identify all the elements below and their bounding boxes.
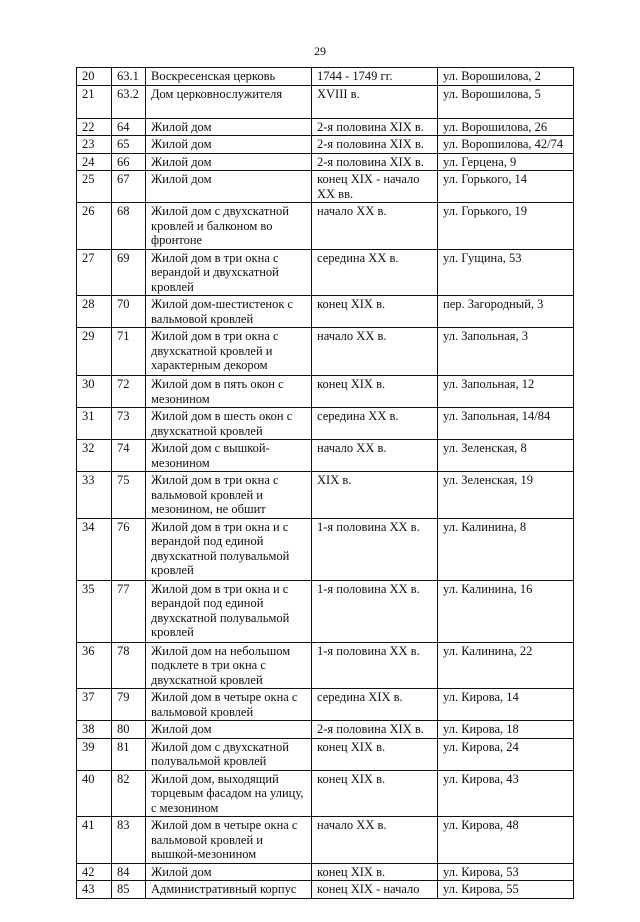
table-row (77, 376, 574, 408)
object-address: пер. Загородный, 3 (438, 296, 574, 328)
object-address: ул. Калинина, 8 (438, 518, 574, 580)
object-date: начало XX в. (312, 328, 438, 376)
object-date: конец XIX в. (312, 863, 438, 881)
object-name: Жилой дом в три окна и с верандой под единой двухскатной полувальмой кровлей (146, 518, 312, 580)
object-name: Жилой дом в пять окон с мезонином (146, 376, 312, 408)
row-number: 22 (77, 118, 112, 136)
row-number: 33 (77, 472, 112, 519)
table-body (77, 68, 574, 899)
object-name: Жилой дом (146, 153, 312, 171)
row-number: 37 (77, 689, 112, 721)
object-code: 84 (112, 863, 146, 881)
object-date: конец XIX в. (312, 770, 438, 817)
object-name: Жилой дом в три окна с двухскатной кровлей и характерным декором (146, 328, 312, 376)
object-address: ул. Горького, 14 (438, 171, 574, 203)
object-code: 70 (112, 296, 146, 328)
table-row (77, 881, 574, 899)
object-name: Жилой дом на небольшом подклете в три окна с двухскатной кровлей (146, 642, 312, 689)
object-date: середина XX в. (312, 408, 438, 440)
object-date: 2-я половина XIX в. (312, 118, 438, 136)
object-date: начало XX в. (312, 440, 438, 472)
object-code: 73 (112, 408, 146, 440)
row-number: 30 (77, 376, 112, 408)
table-row (77, 118, 574, 136)
object-code: 83 (112, 817, 146, 864)
object-address: ул. Зеленская, 19 (438, 472, 574, 519)
object-code: 67 (112, 171, 146, 203)
object-code: 81 (112, 738, 146, 770)
object-code: 80 (112, 721, 146, 739)
table-row (77, 328, 574, 376)
object-address: ул. Горького, 19 (438, 203, 574, 250)
object-date: XIX в. (312, 472, 438, 519)
row-number: 24 (77, 153, 112, 171)
table-row (77, 408, 574, 440)
object-address: ул. Герцена, 9 (438, 153, 574, 171)
row-number: 32 (77, 440, 112, 472)
object-date: конец XIX в. (312, 376, 438, 408)
table-row (77, 472, 574, 519)
object-date: конец XIX - начало XX вв. (312, 171, 438, 203)
object-date: конец XIX - начало (312, 881, 438, 899)
row-number: 43 (77, 881, 112, 899)
object-name: Жилой дом (146, 863, 312, 881)
object-code: 68 (112, 203, 146, 250)
object-code: 63.2 (112, 85, 146, 118)
row-number: 27 (77, 249, 112, 296)
object-name: Жилой дом с вышкой-мезонином (146, 440, 312, 472)
row-number: 20 (77, 68, 112, 86)
object-code: 78 (112, 642, 146, 689)
object-name: Жилой дом с двухскатной кровлей и балконом во фронтоне (146, 203, 312, 250)
object-code: 72 (112, 376, 146, 408)
object-address: ул. Кирова, 18 (438, 721, 574, 739)
object-date: конец XIX в. (312, 738, 438, 770)
row-number: 34 (77, 518, 112, 580)
object-address: ул. Ворошилова, 26 (438, 118, 574, 136)
table-row (77, 203, 574, 250)
row-number: 31 (77, 408, 112, 440)
object-code: 74 (112, 440, 146, 472)
object-name: Жилой дом (146, 118, 312, 136)
object-code: 79 (112, 689, 146, 721)
row-number: 41 (77, 817, 112, 864)
object-date: XVIII в. (312, 85, 438, 118)
row-number: 25 (77, 171, 112, 203)
table-row (77, 440, 574, 472)
row-number: 40 (77, 770, 112, 817)
object-address: ул. Калинина, 16 (438, 580, 574, 642)
object-address: ул. Ворошилова, 2 (438, 68, 574, 86)
object-name: Жилой дом, выходящий торцевым фасадом на улицу, с мезонином (146, 770, 312, 817)
object-address: ул. Кирова, 14 (438, 689, 574, 721)
object-date: середина XX в. (312, 249, 438, 296)
table-row (77, 85, 574, 118)
row-number: 29 (77, 328, 112, 376)
object-name: Дом церковнослужителя (146, 85, 312, 118)
object-name: Жилой дом-шестистенок с вальмовой кровлей (146, 296, 312, 328)
row-number: 38 (77, 721, 112, 739)
row-number: 21 (77, 85, 112, 118)
row-number: 26 (77, 203, 112, 250)
table-row (77, 642, 574, 689)
table-row (77, 689, 574, 721)
object-code: 77 (112, 580, 146, 642)
heritage-objects-table (76, 67, 574, 899)
object-code: 82 (112, 770, 146, 817)
object-address: ул. Гущина, 53 (438, 249, 574, 296)
object-date: 1-я половина XX в. (312, 518, 438, 580)
row-number: 36 (77, 642, 112, 689)
object-address: ул. Ворошилова, 5 (438, 85, 574, 118)
row-number: 39 (77, 738, 112, 770)
table-row (77, 721, 574, 739)
object-name: Жилой дом (146, 171, 312, 203)
object-name: Жилой дом (146, 721, 312, 739)
object-address: ул. Кирова, 53 (438, 863, 574, 881)
object-date: конец XIX в. (312, 296, 438, 328)
object-date: 2-я половина XIX в. (312, 136, 438, 154)
object-date: 1-я половина XX в. (312, 642, 438, 689)
object-date: 1744 - 1749 гг. (312, 68, 438, 86)
object-name: Административный корпус (146, 881, 312, 899)
table-row (77, 136, 574, 154)
object-code: 76 (112, 518, 146, 580)
object-address: ул. Кирова, 43 (438, 770, 574, 817)
object-name: Воскресенская церковь (146, 68, 312, 86)
table-row (77, 863, 574, 881)
object-code: 63.1 (112, 68, 146, 86)
object-date: 1-я половина XX в. (312, 580, 438, 642)
table-row (77, 518, 574, 580)
row-number: 42 (77, 863, 112, 881)
object-date: начало XX в. (312, 203, 438, 250)
object-code: 69 (112, 249, 146, 296)
page-number: 29 (314, 44, 326, 58)
table-row (77, 68, 574, 86)
table-row (77, 171, 574, 203)
object-name: Жилой дом в четыре окна с вальмовой кровлей (146, 689, 312, 721)
row-number: 23 (77, 136, 112, 154)
row-number: 28 (77, 296, 112, 328)
object-name: Жилой дом с двухскатной полувальмой кровлей (146, 738, 312, 770)
table-row (77, 580, 574, 642)
table-row (77, 296, 574, 328)
object-date: 2-я половина XIX в. (312, 153, 438, 171)
object-address: ул. Кирова, 24 (438, 738, 574, 770)
object-address: ул. Кирова, 48 (438, 817, 574, 864)
object-address: ул. Запольная, 3 (438, 328, 574, 376)
object-code: 66 (112, 153, 146, 171)
object-date: 2-я половина XIX в. (312, 721, 438, 739)
table-row (77, 817, 574, 864)
table-row (77, 153, 574, 171)
object-name: Жилой дом в три окна с вальмовой кровлей и мезонином, не обшит (146, 472, 312, 519)
object-name: Жилой дом (146, 136, 312, 154)
object-address: ул. Запольная, 12 (438, 376, 574, 408)
object-code: 75 (112, 472, 146, 519)
object-name: Жилой дом в шесть окон с двухскатной кровлей (146, 408, 312, 440)
object-address: ул. Кирова, 55 (438, 881, 574, 899)
object-code: 71 (112, 328, 146, 376)
table-row (77, 770, 574, 817)
row-number: 35 (77, 580, 112, 642)
object-code: 85 (112, 881, 146, 899)
object-address: ул. Запольная, 14/84 (438, 408, 574, 440)
object-address: ул. Калинина, 22 (438, 642, 574, 689)
table-row (77, 738, 574, 770)
object-date: середина XIX в. (312, 689, 438, 721)
object-name: Жилой дом в четыре окна с вальмовой кровлей и вышкой-мезонином (146, 817, 312, 864)
object-address: ул. Ворошилова, 42/74 (438, 136, 574, 154)
object-code: 65 (112, 136, 146, 154)
object-code: 64 (112, 118, 146, 136)
object-name: Жилой дом в три окна и с верандой под единой двухскатной полувальмой кровлей (146, 580, 312, 642)
object-name: Жилой дом в три окна с верандой и двухскатной кровлей (146, 249, 312, 296)
object-address: ул. Зеленская, 8 (438, 440, 574, 472)
table-row (77, 249, 574, 296)
object-date: начало XX в. (312, 817, 438, 864)
